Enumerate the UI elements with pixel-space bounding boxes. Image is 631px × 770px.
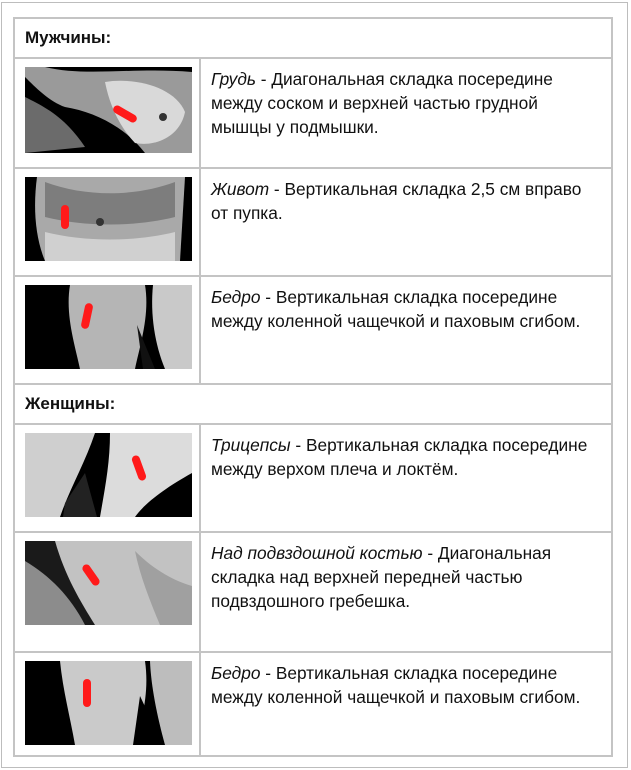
site-description: [200, 532, 612, 652]
site-text: Вертикальная складка посередине между коленной чащечкой и паховым сгибом.: [211, 663, 581, 707]
site-description: [200, 652, 612, 756]
site-separator: -: [422, 543, 438, 563]
site-description: [200, 276, 612, 384]
page-frame: [1, 2, 628, 768]
site-separator: -: [255, 69, 272, 89]
table-row: [14, 276, 612, 384]
thigh-skinfold-photo: [14, 276, 200, 384]
table-row: [14, 532, 612, 652]
section-title-women: Женщины:: [14, 384, 612, 424]
suprailiac-skinfold-photo: [14, 532, 200, 652]
triceps-skinfold-photo: [14, 424, 200, 532]
table-row: [14, 652, 612, 756]
table-row: [14, 424, 612, 532]
site-separator: -: [269, 179, 285, 199]
section-header-row: [14, 18, 612, 58]
site-term: Грудь: [211, 69, 256, 89]
site-term: Над подвздошной костью: [211, 543, 423, 563]
section-title-men: Мужчины:: [14, 18, 612, 58]
skinfold-sites-table: [13, 17, 613, 757]
site-separator: -: [260, 663, 276, 683]
table-row: [14, 58, 612, 168]
site-term: Бедро: [211, 287, 261, 307]
site-description: [200, 168, 612, 276]
chest-skinfold-photo: [14, 58, 200, 168]
section-header-row: [14, 384, 612, 424]
site-text: Вертикальная складка посередине между верхом плеча и локтём.: [211, 435, 588, 479]
site-text: Вертикальная складка посередине между коленной чащечкой и паховым сгибом.: [211, 287, 581, 331]
table-row: [14, 168, 612, 276]
measurement-marker: [61, 205, 69, 229]
site-term: Бедро: [211, 663, 261, 683]
abdomen-skinfold-photo: [14, 168, 200, 276]
site-text: Вертикальная складка 2,5 см вправо от пупка.: [211, 179, 582, 223]
site-description: [200, 424, 612, 532]
site-separator: -: [260, 287, 276, 307]
site-text: Диагональная складка над верхней передней частью подвздошного гребешка.: [211, 543, 552, 611]
measurement-marker: [83, 679, 91, 707]
site-description: [200, 58, 612, 168]
site-term: Трицепсы: [211, 435, 291, 455]
site-separator: -: [290, 435, 306, 455]
site-text: Диагональная складка посередине между соском и верхней частью грудной мышцы у подмышки.: [211, 69, 553, 137]
thigh-skinfold-photo: [14, 652, 200, 756]
site-term: Живот: [211, 179, 270, 199]
